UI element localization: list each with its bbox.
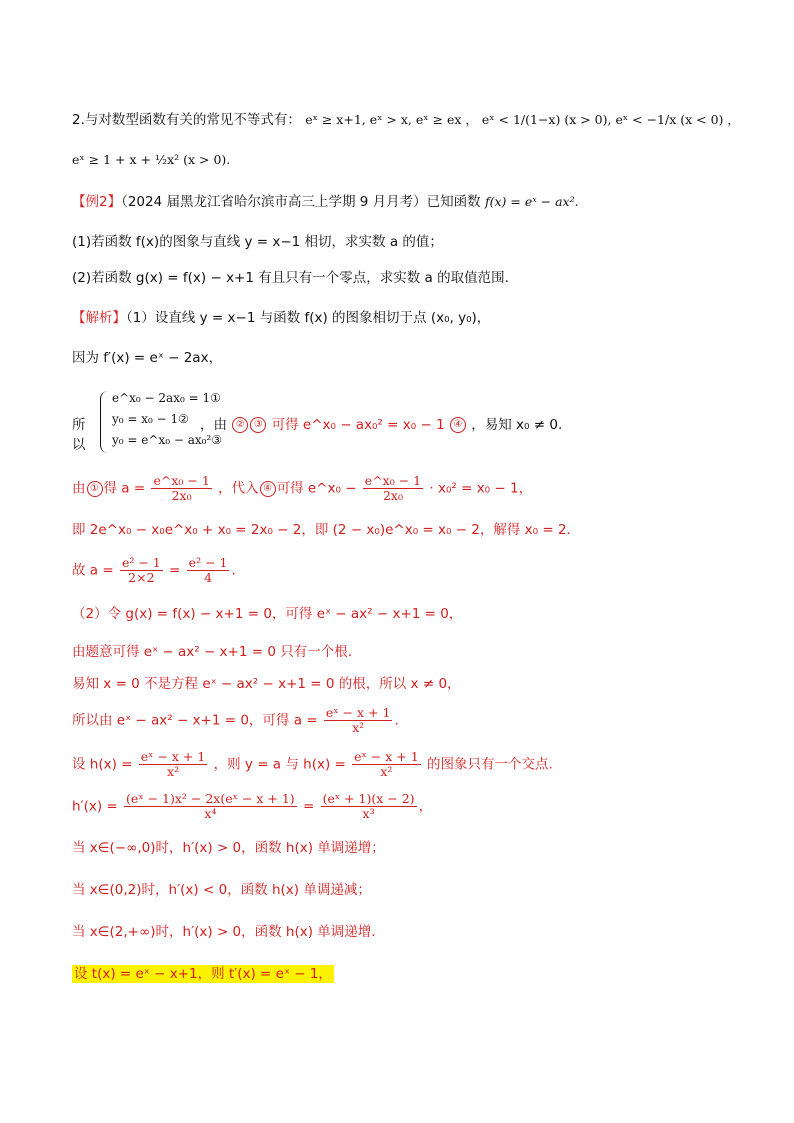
fraction-h-2 xyxy=(139,750,208,779)
s4e: · x₀² = x₀ − 1， xyxy=(429,480,533,497)
solution-line-14: 当 x∈(0,2)时，h′(x) < 0，函数 h(x) 单调递减； xyxy=(72,882,371,898)
solution-line-13: 当 x∈(−∞,0)时，h′(x) > 0，函数 h(x) 单调递增； xyxy=(72,840,385,856)
solution-line-9: 易知 x = 0 不是方程 eˣ − ax² − x+1 = 0 的根，所以 x ≠ 0， xyxy=(72,676,461,692)
frac-a-den: 2x₀ xyxy=(171,488,192,503)
frac-g-den: 2×2 xyxy=(128,570,155,585)
system-suffix-a: ，由 xyxy=(200,417,227,433)
system-eq-3: y₀ = e^x₀ − ax₀²③ xyxy=(112,433,222,447)
fraction-g2 xyxy=(187,556,230,585)
solution-line-4 xyxy=(72,474,532,503)
example-label: 【例2】 xyxy=(72,194,122,210)
frac-hp-den: x⁴ xyxy=(204,806,217,821)
s4c: ，代入 xyxy=(218,480,259,497)
frac-g2-den: 4 xyxy=(204,570,213,585)
frac-h-den: x² xyxy=(352,720,365,735)
fraction-a-2 xyxy=(363,474,423,503)
s4b: 得 a = xyxy=(103,480,146,497)
fraction-g xyxy=(120,556,163,585)
system-prefix: 所以 xyxy=(72,417,86,453)
solution-line-11 xyxy=(72,750,553,779)
frac-hp-num: (eˣ − 1)x² − 2x(eˣ − x + 1) xyxy=(126,791,295,806)
s10a: 所以由 eˣ − ax² − x+1 = 0，可得 a = xyxy=(72,712,318,729)
s11b: ，则 y = a 与 h(x) = xyxy=(213,756,346,773)
s12a: h′(x) = xyxy=(72,798,118,815)
frac-hp2-num: (eˣ + 1)(x − 2) xyxy=(322,791,415,806)
intro-formula-2 xyxy=(72,150,230,170)
frac-a-num: e^x₀ − 1 xyxy=(153,473,210,488)
frac-a2-den: 2x₀ xyxy=(382,488,403,503)
fraction-hp xyxy=(124,792,297,821)
solution-line-10: 所以由 eˣ − ax² − x+1 = 0，可得 a = $\frac{\text{eˣ − x + 1}}{\text{x²}}$ . xyxy=(72,705,399,735)
fraction-h xyxy=(324,706,393,735)
fraction-a xyxy=(151,474,211,503)
circle-1-mark: ① xyxy=(87,481,103,497)
system-eq-2: y₀ = x₀ − 1② xyxy=(112,412,189,426)
s6a: 故 a = xyxy=(72,562,114,579)
intro-formula2: eˣ ≥ 1 + x + ½x² (x > 0). xyxy=(72,152,231,167)
frac-g2-num: e² − 1 xyxy=(188,555,228,570)
system-suffix-b: 可得 e^x₀ − ax₀² = x₀ − 1 xyxy=(271,417,445,433)
circle-3-mark: ③ xyxy=(250,417,266,433)
circle-4b-mark: ④ xyxy=(260,481,276,497)
frac-h2-den: x² xyxy=(167,764,180,779)
frac-h2-num: eˣ − x + 1 xyxy=(140,749,206,764)
system-suffix-c: ，易知 x₀ ≠ 0. xyxy=(471,417,563,433)
solution-label: 【解析】 xyxy=(72,310,126,326)
frac-hp2-den: x³ xyxy=(362,806,375,821)
intro-text: 2.与对数型函数有关的常见不等式有： xyxy=(72,112,301,128)
system-eq-1: e^x₀ − 2ax₀ = 1① xyxy=(112,391,221,405)
solution-line-16 xyxy=(72,964,334,984)
frac-a2-num: e^x₀ − 1 xyxy=(364,473,422,488)
intro-line xyxy=(72,110,740,130)
intro-formulas: eˣ ≥ x+1, eˣ > x, eˣ ≥ ex ， eˣ < 1/(1−x) (x > 0), eˣ < −1/x (x < 0) ， xyxy=(305,112,740,127)
question-1: (1)若函数 f(x)的图象与直线 y = x−1 相切，求实数 a 的值； xyxy=(72,234,443,250)
solution-line-5: 即 2e^x₀ − x₀e^x₀ + x₀ = 2x₀ − 2，即 (2 − x₀)e^x₀ = x₀ − 2，解得 x₀ = 2. xyxy=(72,522,571,538)
solution-line-1 xyxy=(72,308,490,328)
solution-line-12: h′(x) = $\frac{\text{(eˣ − 1)x² − 2x(eˣ − x + 1)}}{\text{x⁴}}$ = $\frac{\text{(eˣ + 1)(x − 2)}}{\text{x³}}$ ， xyxy=(72,791,433,821)
fraction-hp2 xyxy=(321,792,417,821)
highlighted-step: 设 t(x) = eˣ − x+1，则 t′(x) = eˣ − 1， xyxy=(74,966,332,982)
solution-line-8: 由题意可得 eˣ − ax² − x+1 = 0 只有一个根. xyxy=(72,644,353,660)
s11a: 设 h(x) = xyxy=(72,756,133,773)
solution-line-15: 当 x∈(2,+∞)时，h′(x) > 0，函数 h(x) 单调递增. xyxy=(72,924,376,940)
s4d: 可得 e^x₀ − xyxy=(276,480,357,497)
s4a: 由 xyxy=(72,480,86,497)
frac-h3-den: x² xyxy=(380,764,393,779)
circle-2-mark: ② xyxy=(232,417,248,433)
s11c: 的图象只有一个交点. xyxy=(426,756,553,773)
solution-line-6: 故 a = $\frac{\text{e² − 1}}{2\times 2}$ = $\frac{\text{e² − 1}}{4}$ . xyxy=(72,555,236,585)
example-source: （2024 届黑龙江省哈尔滨市高三上学期 9 月月考）已知函数 xyxy=(121,194,481,210)
system-brace xyxy=(100,391,109,453)
frac-g-num: e² − 1 xyxy=(121,555,161,570)
solution-line-2: 因为 f′(x) = eˣ − 2ax， xyxy=(72,350,223,366)
example-header xyxy=(72,192,579,212)
circle-4-mark: ④ xyxy=(450,417,466,433)
solution-line-7: （2）令 g(x) = f(x) − x+1 = 0，可得 eˣ − ax² − x+1 = 0， xyxy=(72,606,463,622)
example-function: f(x) = eˣ − ax². xyxy=(484,194,579,209)
system-suffix xyxy=(200,413,562,433)
solution-s1: （1）设直线 y = x−1 与函数 f(x) 的图象相切于点 (x₀, y₀)， xyxy=(126,310,491,326)
question-2: (2)若函数 g(x) = f(x) − x+1 有且只有一个零点，求实数 a 的取值范围. xyxy=(72,270,509,286)
frac-h-num: eˣ − x + 1 xyxy=(325,705,391,720)
frac-h3-num: eˣ − x + 1 xyxy=(354,749,419,764)
fraction-h-3 xyxy=(352,750,421,779)
